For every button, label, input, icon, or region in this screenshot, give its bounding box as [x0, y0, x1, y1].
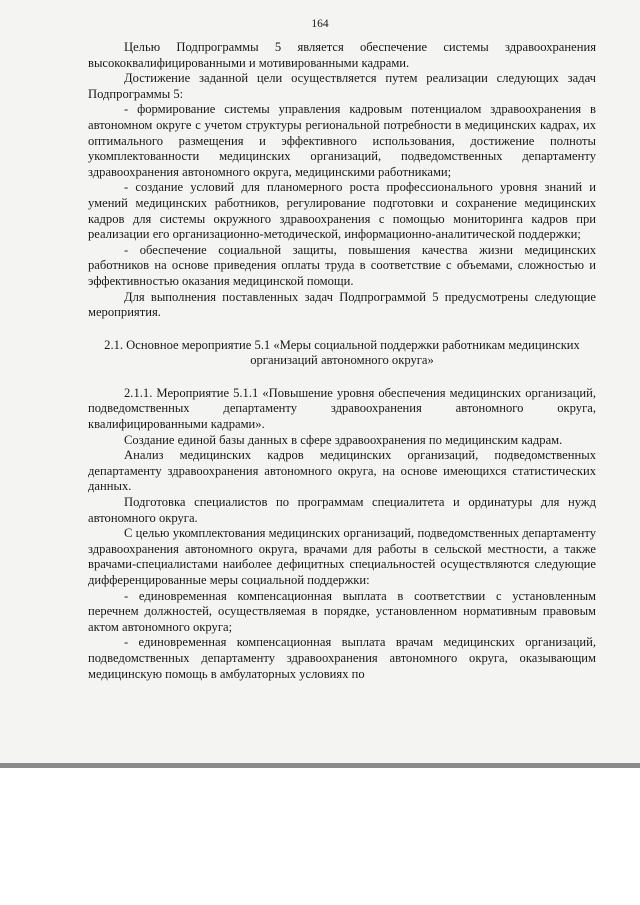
- section-heading: 2.1. Основное мероприятие 5.1 «Меры социальной поддержки работникам медицинских организаций автономного округа»: [104, 337, 580, 368]
- list-item-task-1: - формирование системы управления кадровым потенциалом здравоохранения в автономном округе с учетом структуры региональной потребности в медицинских кадрах, их оптимального размещения и эффективного использования, достижение полноты укомплектованности медицинских организаций, подведомственных департаменту здравоохранения автономного округа, медицинскими работниками;: [88, 102, 596, 179]
- paragraph-staffing: С целью укомплектования медицинских организаций, подведомственных департаменту здравоохранения автономного округа, врачами для работы в сельской местности, а также врачами-специалистами наиболее дефицитных специальностей осуществляются следующие дифференцированные меры социальной поддержки:: [88, 526, 596, 587]
- paragraph-database: Создание единой базы данных в сфере здравоохранения по медицинским кадрам.: [124, 432, 563, 447]
- paragraph-tasks-intro: Достижение заданной цели осуществляется путем реализации следующих задач Подпрограммы 5:: [88, 71, 596, 101]
- list-item-task-3: - обеспечение социальной защиты, повышения качества жизни медицинских работников на основе приведения оплаты труда в соответствие с объемами, сложностью и эффективностью оказания медицинской помощи.: [88, 242, 596, 288]
- paragraph-training: Подготовка специалистов по программам специалитета и ординатуры для нужд автономного округа.: [88, 495, 596, 525]
- list-item-payment-1: - единовременная компенсационная выплата в соответствии с установленным перечнем должностей, осуществляемая в порядке, установленном нормативным правовым актом автономного округа;: [88, 588, 596, 634]
- paragraph-analysis: Анализ медицинских кадров медицинских организаций, подведомственных департаменту здравоохранения автономного округа, на основе имеющихся статистических данных.: [88, 448, 596, 494]
- list-item-payment-2: - единовременная компенсационная выплата врачам медицинских организаций, подведомственных департаменту здравоохранения автономного округа, оказывающим медицинскую помощь в амбулаторных условиях по: [88, 635, 596, 681]
- paragraph-measure-5-1-1: 2.1.1. Мероприятие 5.1.1 «Повышение уровня обеспечения медицинских организаций, подведомственных департаменту здравоохранения автономного округа, квалифицированными кадрами».: [88, 385, 596, 432]
- paragraph-measures-intro: Для выполнения поставленных задач Подпрограммой 5 предусмотрены следующие мероприятия.: [88, 289, 596, 320]
- page-number: 164: [311, 18, 329, 30]
- document-body: [88, 40, 596, 682]
- list-item-task-2: - создание условий для планомерного роста профессионального уровня знаний и умений медицинских работников, регулирование подготовки и сохранение медицинских кадров для системы окружного здравоохранения с помощью мониторинга кадров при реализации его организационно-методической, информационно-аналитической поддержки;: [88, 180, 596, 242]
- paragraph-goal: Целью Подпрограммы 5 является обеспечение системы здравоохранения высококвалифицированными и мотивированными кадрами.: [88, 40, 596, 70]
